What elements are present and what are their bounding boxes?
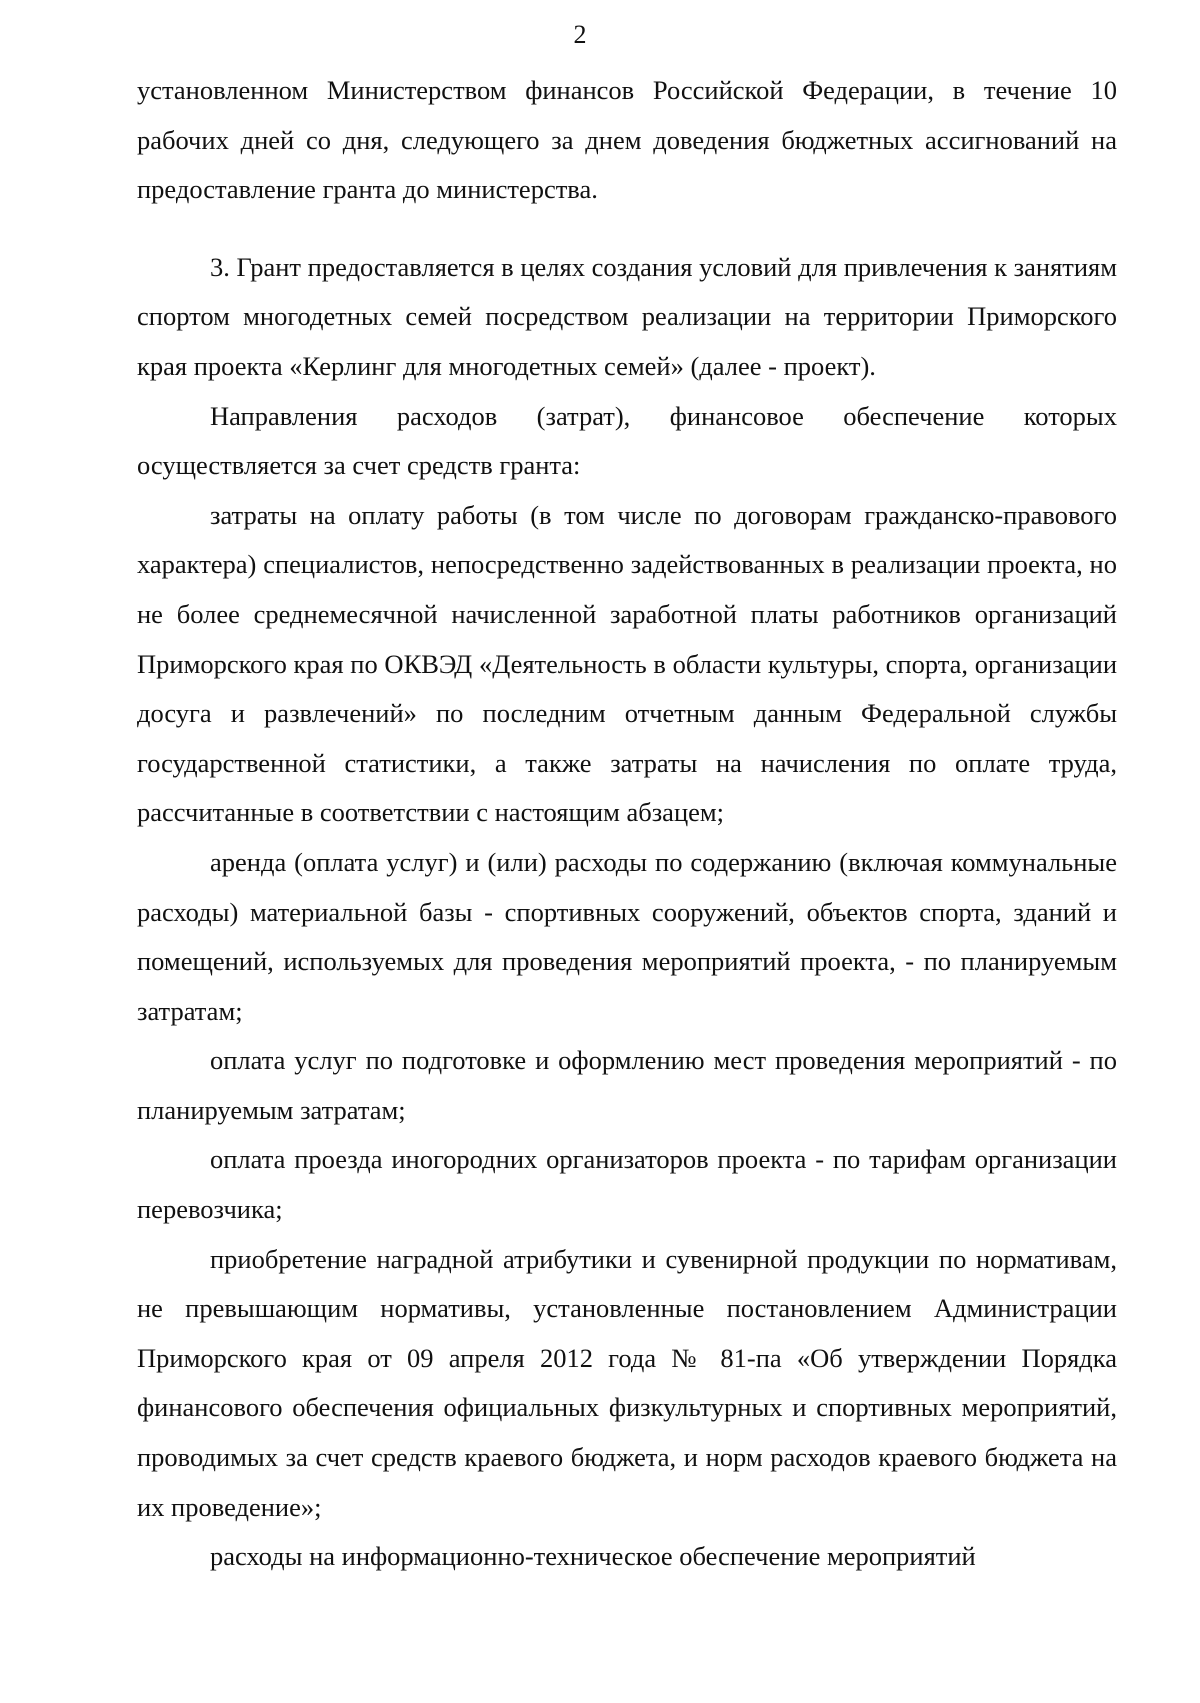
- page-number: 2: [573, 20, 587, 49]
- document-body: [137, 66, 1117, 1582]
- paragraph-expense-directions: Направления расходов (затрат), финансовое обеспечение которых осуществляется за счет средств гранта:: [137, 400, 1117, 481]
- paragraph-labor-costs: затраты на оплату работы (в том числе по договорам гражданско-правового характера) специалистов, непосредственно задействованных в реализации проекта, но не более среднемесячной начисленной заработной платы работников организаций Приморского края по ОКВЭД «Деятельность в области культуры, спорта, организации досуга и развлечений» по последним отчетным данным Федеральной службы государственной статистики, а также затраты на начисления по оплате труда, рассчитанные в соответствии с настоящим абзацем;: [137, 499, 1117, 828]
- paragraph-venue-preparation: оплата услуг по подготовке и оформлению мест проведения мероприятий - по планируемым затратам;: [137, 1045, 1117, 1125]
- paragraph-travel-costs: оплата проезда иногородних организаторов проекта - по тарифам организации перевозчика;: [137, 1144, 1117, 1225]
- paragraph-continuation: установленном Министерством финансов Российской Федерации, в течение 10 рабочих дней со дня, следующего за днем доведения бюджетных ассигнований на предоставление гранта до министерства.: [137, 75, 1117, 205]
- paragraph-info-tech-support: расходы на информационно-техническое обеспечение мероприятий: [210, 1541, 976, 1572]
- paragraph-awards-souvenirs: приобретение наградной атрибутики и сувенирной продукции по нормативам, не превышающим нормативы, установленные постановлением Администрации Приморского края от 09 апреля 2012 года № 81-па «Об утверждении Порядка финансового обеспечения официальных физкультурных и спортивных мероприятий, проводимых за счет средств краевого бюджета, и норм расходов краевого бюджета на их проведение»;: [137, 1243, 1117, 1522]
- paragraph-rent-costs: аренда (оплата услуг) и (или) расходы по содержанию (включая коммунальные расходы) материальной базы - спортивных сооружений, объектов спорта, зданий и помещений, используемых для проведения мероприятий проекта, - по планируемым затратам;: [137, 846, 1117, 1026]
- paragraph-grant-purpose: 3. Грант предоставляется в целях создания условий для привлечения к занятиям спортом многодетных семей посредством реализации на территории Приморского края проекта «Керлинг для многодетных семей» (далее - проект).: [137, 251, 1117, 381]
